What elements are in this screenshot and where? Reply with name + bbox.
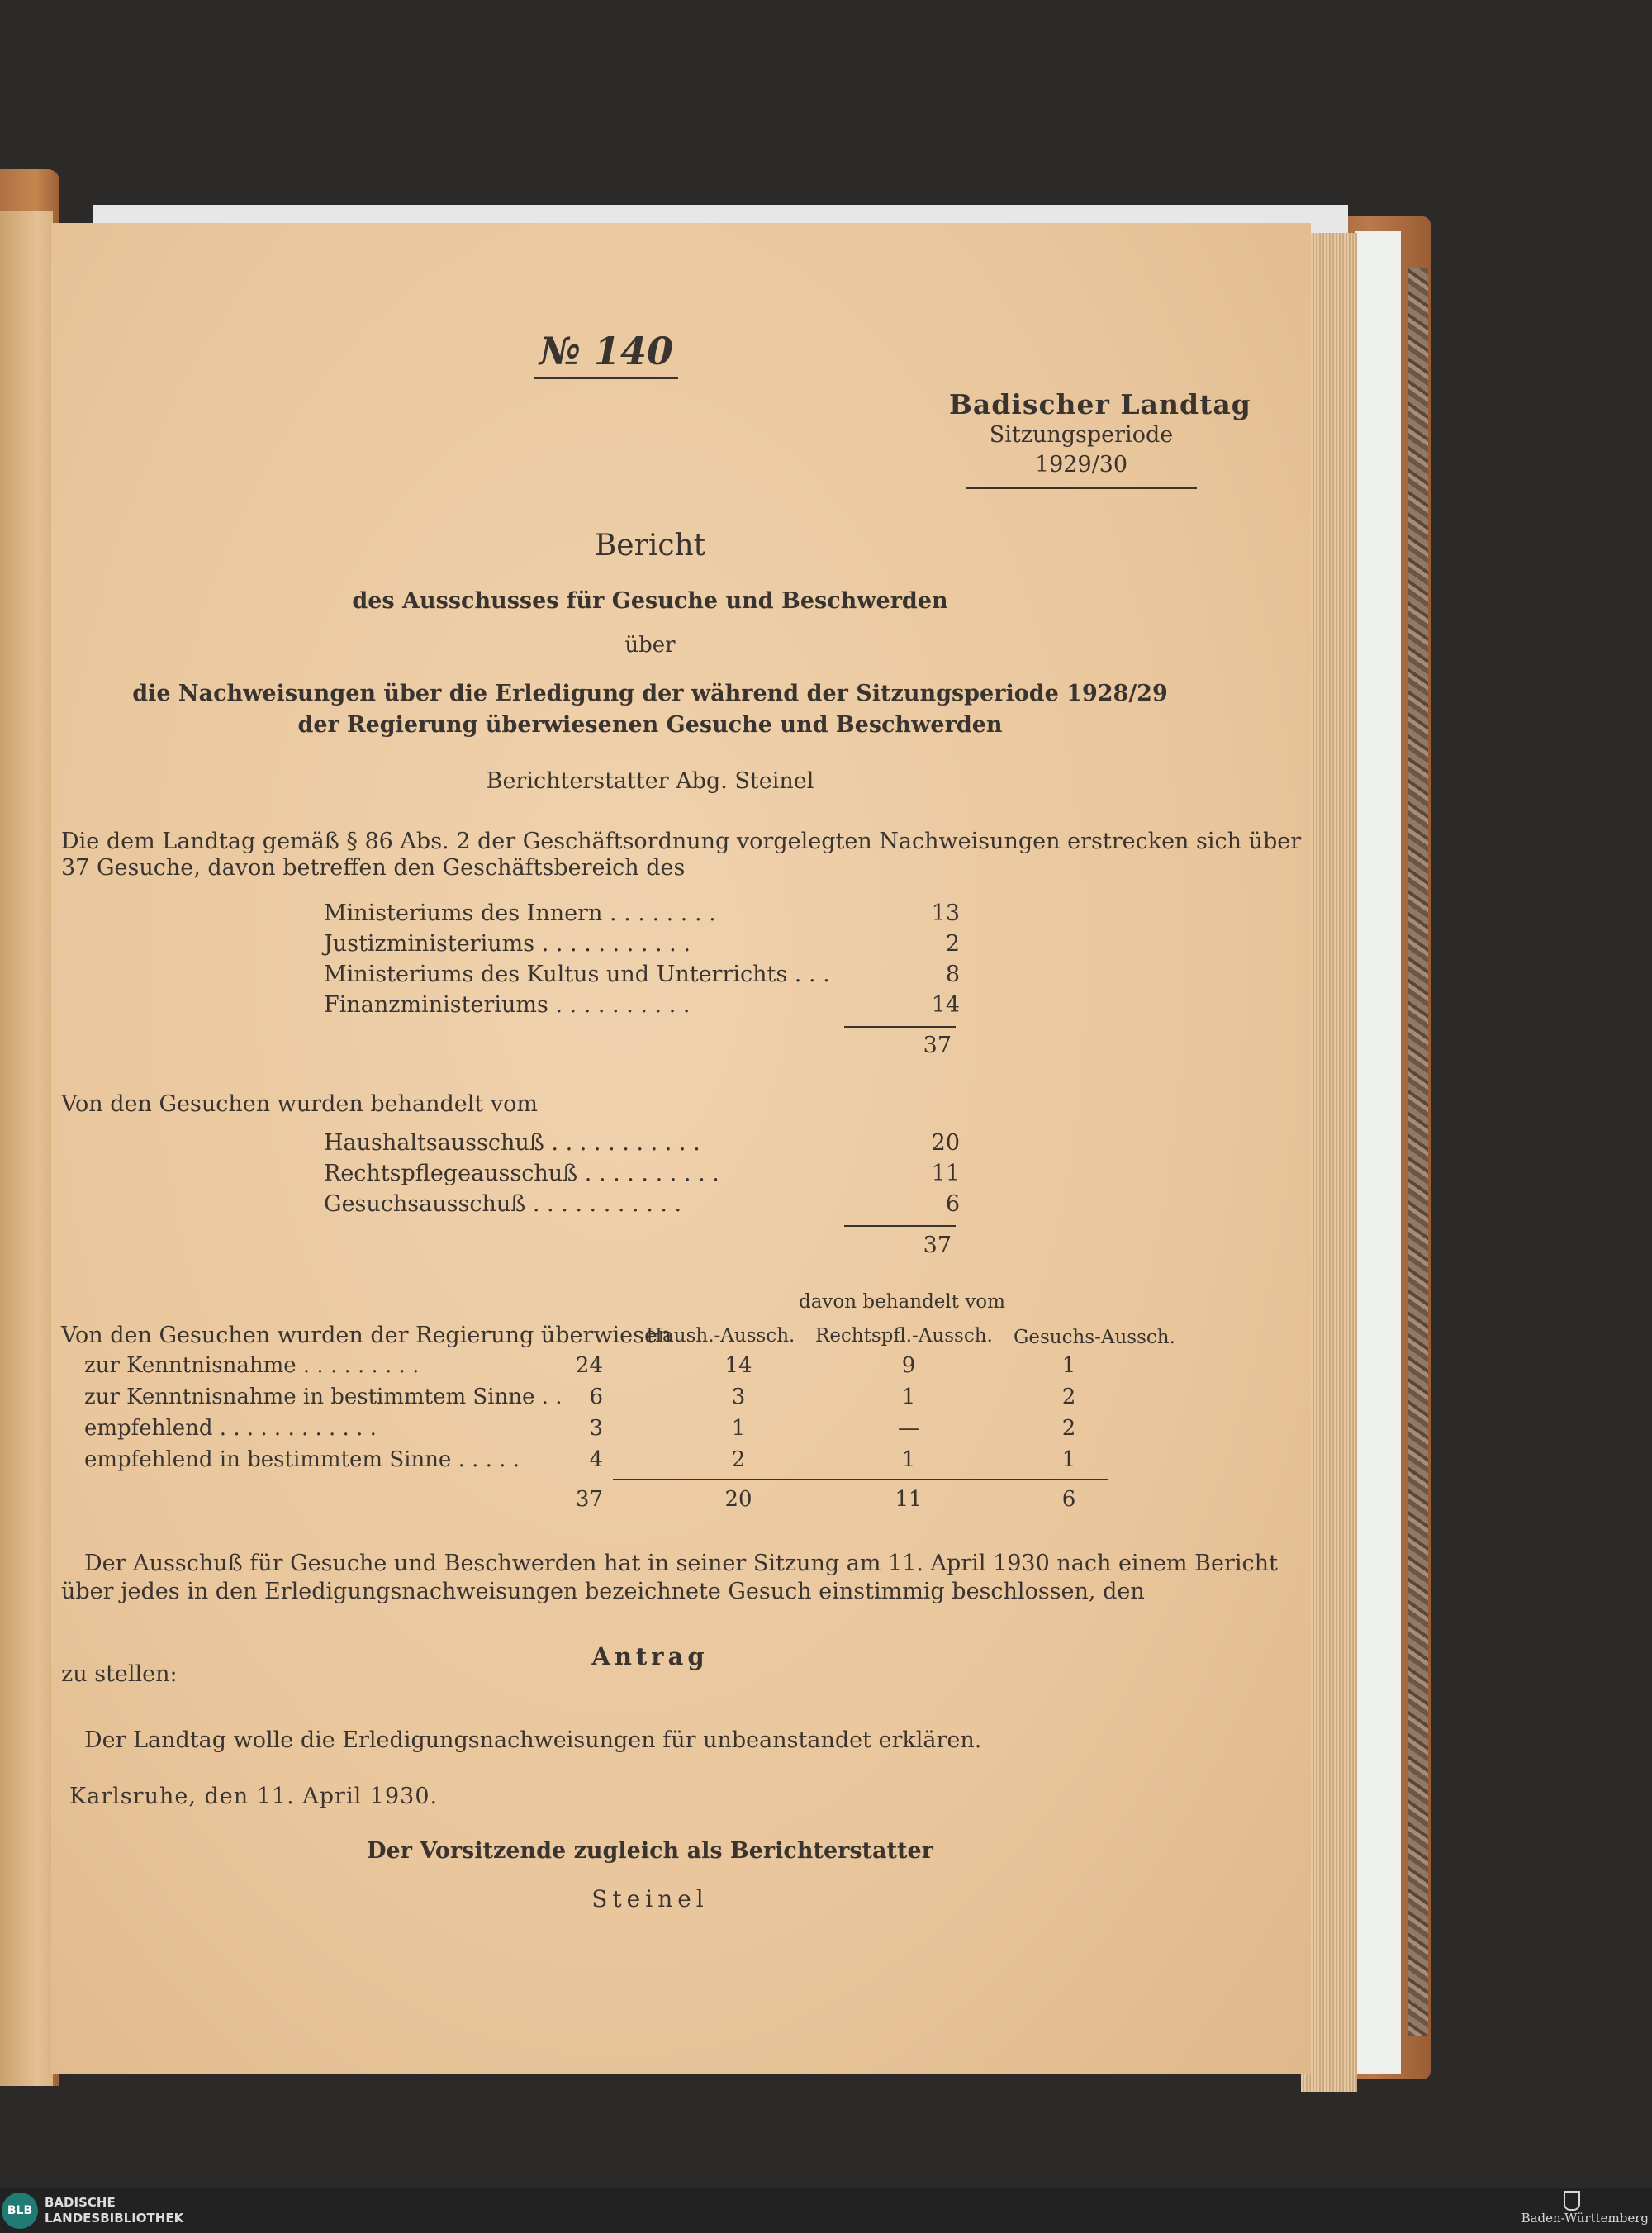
total-all: 37: [575, 1487, 603, 1512]
row-label: empfehlend in bestimmtem Sinne . . . . .: [84, 1447, 520, 1472]
list-item: [324, 1161, 960, 1190]
row-haush: 2: [731, 1447, 746, 1472]
committees-total: 37: [923, 1233, 952, 1258]
list-item: [324, 900, 960, 930]
marbled-edge: [1408, 268, 1428, 2036]
subject-line-2: der Regierung überwiesenen Gesuche und Beschwerden: [297, 712, 1003, 738]
footer-bar: [0, 2188, 1652, 2233]
state-name: Baden-Württemberg: [1521, 2211, 1649, 2226]
list-item: [324, 992, 960, 1022]
row-haush: 14: [724, 1353, 752, 1378]
crest-icon: [1564, 2191, 1580, 2211]
table-totals-row: [51, 1487, 1108, 1517]
session-period-label: Sitzungsperiode: [989, 422, 1174, 448]
antrag-heading: Antrag: [591, 1642, 709, 1670]
chair-line: Der Vorsitzende zugleich als Berichterstatter: [367, 1838, 933, 1864]
total-recht: 11: [895, 1487, 923, 1512]
ueber-line: über: [624, 633, 676, 658]
row-label: zur Kenntnisnahme in bestimmtem Sinne . .: [84, 1385, 563, 1409]
document-page: [51, 223, 1311, 2074]
table-group-header: davon behandelt vom: [799, 1291, 1005, 1313]
ministries-total: 37: [923, 1033, 952, 1058]
ministry-value: 8: [945, 962, 960, 987]
table-row: [51, 1416, 1108, 1446]
list-item: [324, 1191, 960, 1221]
list-item: [324, 931, 960, 961]
ministry-value: 2: [945, 931, 960, 957]
landtag-title: Badischer Landtag: [949, 388, 1251, 420]
col-header-gesuch: Gesuchs-Aussch.: [1014, 1327, 1175, 1348]
row-recht: 1: [901, 1447, 916, 1472]
row-gesuch: 1: [1061, 1447, 1076, 1472]
committee-line: des Ausschusses für Gesuche und Beschwerden: [352, 588, 948, 614]
decision-line-2: über jedes in den Erledigungsnachweisungen bezeichnete Gesuch einstimmig beschlossen, den: [61, 1579, 1145, 1604]
row-haush: 3: [731, 1385, 746, 1409]
intro-line-1: Die dem Landtag gemäß § 86 Abs. 2 der Geschäftsordnung vorgelegten Nachweisungen erstrecken sich über: [61, 829, 1302, 854]
table-row: [51, 1353, 1108, 1383]
list-item: [324, 1130, 960, 1160]
committee-value: 6: [945, 1191, 960, 1217]
col-header-haush: Haush.-Aussch.: [646, 1325, 795, 1347]
ministry-label: Ministeriums des Kultus und Unterrichts . . .: [324, 962, 830, 987]
row-total: 24: [575, 1353, 603, 1378]
committee-value: 20: [931, 1130, 960, 1156]
table-row: [51, 1447, 1108, 1477]
row-total: 4: [589, 1447, 603, 1472]
committee-value: 11: [931, 1161, 960, 1186]
total-gesuch: 6: [1061, 1487, 1076, 1512]
ministry-value: 13: [931, 900, 960, 926]
committee-label: Rechtspflegeausschuß . . . . . . . . . .: [324, 1161, 719, 1186]
place-date: Karlsruhe, den 11. April 1930.: [69, 1784, 439, 1809]
row-total: 3: [589, 1416, 603, 1441]
row-label: zur Kenntnisnahme . . . . . . . . .: [84, 1353, 420, 1378]
document-number: № 140: [534, 329, 678, 379]
row-gesuch: 2: [1061, 1416, 1076, 1441]
decision-line-1: Der Ausschuß für Gesuche und Beschwerden hat in seiner Sitzung am 11. April 1930 nach einem Bericht: [84, 1551, 1278, 1576]
library-name: [45, 2195, 183, 2226]
report-heading: Bericht: [594, 529, 706, 563]
row-recht: —: [898, 1416, 919, 1441]
row-gesuch: 1: [1061, 1353, 1076, 1378]
paper-strip: [1355, 231, 1401, 2074]
motion-text: Der Landtag wolle die Erledigungsnachweisungen für unbeanstandet erklären.: [84, 1727, 982, 1753]
blb-logo-icon: BLB: [2, 2193, 38, 2229]
table-intro: Von den Gesuchen wurden der Regierung überwiesen: [61, 1323, 672, 1348]
subject-line-1: die Nachweisungen über die Erledigung der während der Sitzungsperiode 1928/29: [132, 681, 1168, 706]
ministry-label: Justizministeriums . . . . . . . . . . .: [324, 931, 691, 957]
table-row: [51, 1385, 1108, 1414]
left-page-edge: [0, 211, 53, 2086]
signature-name: Steinel: [591, 1885, 709, 1912]
committee-label: Gesuchsausschuß . . . . . . . . . . .: [324, 1191, 682, 1217]
committee-label: Haushaltsausschuß . . . . . . . . . . .: [324, 1130, 700, 1156]
treated-intro: Von den Gesuchen wurden behandelt vom: [61, 1091, 538, 1117]
library-line-1: BADISCHE: [45, 2195, 116, 2210]
row-total: 6: [589, 1385, 603, 1409]
row-haush: 1: [731, 1416, 746, 1441]
list-item: [324, 962, 960, 991]
reporter-line: Berichterstatter Abg. Steinel: [486, 768, 814, 794]
library-line-2: LANDESBIBLIOTHEK: [45, 2211, 184, 2226]
row-recht: 9: [901, 1353, 916, 1378]
row-label: empfehlend . . . . . . . . . . . .: [84, 1416, 377, 1441]
sum-rule: [844, 1225, 956, 1227]
sum-rule: [844, 1026, 956, 1028]
intro-line-2: 37 Gesuche, davon betreffen den Geschäftsbereich des: [61, 855, 686, 881]
ministry-label: Ministeriums des Innern . . . . . . . .: [324, 900, 716, 926]
zu-stellen: zu stellen:: [61, 1661, 178, 1687]
total-haush: 20: [724, 1487, 752, 1512]
row-gesuch: 2: [1061, 1385, 1076, 1409]
ministry-label: Finanzministeriums . . . . . . . . . .: [324, 992, 691, 1018]
ministry-value: 14: [931, 992, 960, 1018]
table-sum-rule: [613, 1479, 1108, 1480]
landtag-block: [949, 388, 1251, 489]
landtag-rule: [966, 487, 1197, 489]
col-header-recht: Rechtspfl.-Aussch.: [815, 1325, 993, 1347]
session-period: 1929/30: [1034, 452, 1128, 477]
row-recht: 1: [901, 1385, 916, 1409]
